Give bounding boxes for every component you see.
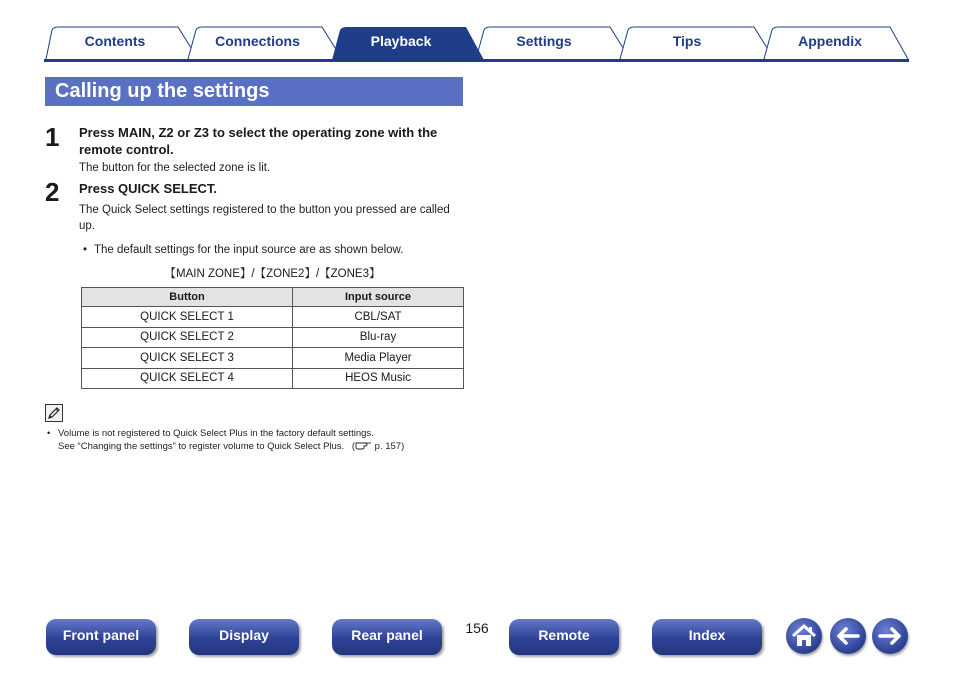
pencil-icon	[45, 404, 63, 422]
column-header-input-source: Input source	[293, 288, 464, 307]
front-panel-button[interactable]: Front panel	[46, 619, 156, 655]
cell-button: QUICK SELECT 1	[82, 307, 293, 328]
cell-input-source: HEOS Music	[293, 368, 464, 389]
remote-button[interactable]: Remote	[509, 619, 619, 655]
zone-caption: 【MAIN ZONE】/【ZONE2】/【ZONE3】	[164, 268, 381, 280]
note-page-reference[interactable]: p. 157	[374, 441, 402, 452]
cell-input-source: CBL/SAT	[293, 307, 464, 328]
tab-settings[interactable]: Settings	[516, 33, 572, 49]
back-button[interactable]	[830, 618, 866, 654]
table-header-row	[82, 288, 464, 307]
forward-button[interactable]	[872, 618, 908, 654]
cell-input-source: Blu-ray	[293, 327, 464, 348]
note-line-1: Volume is not registered to Quick Select Plus in the factory default settings.	[58, 428, 374, 439]
step-number-2: 2	[45, 177, 60, 207]
table-row	[82, 327, 464, 348]
step-title-1: Press MAIN, Z2 or Z3 to select the operating zone with the remote control.	[79, 125, 438, 157]
note-line-2-text: See “Changing the settings” to register volume to Quick Select Plus.	[58, 441, 345, 452]
step-body-2: The Quick Select settings registered to the button you pressed are called up.	[79, 204, 450, 232]
step-number-1: 1	[45, 122, 60, 152]
arrow-left-icon	[830, 618, 866, 654]
section-heading: Calling up the settings	[45, 77, 463, 106]
display-button[interactable]: Display	[189, 619, 299, 655]
cell-button: QUICK SELECT 2	[82, 327, 293, 348]
note-ref-paren-open: (	[351, 441, 356, 452]
cell-button: QUICK SELECT 3	[82, 348, 293, 369]
rear-panel-button[interactable]: Rear panel	[332, 619, 442, 655]
table-row	[82, 368, 464, 389]
bullet-text: The default settings for the input source are as shown below.	[94, 244, 404, 256]
tab-contents[interactable]: Contents	[84, 33, 146, 49]
tab-tips[interactable]: Tips	[672, 33, 702, 49]
bullet-dot: •	[83, 244, 88, 256]
home-button[interactable]	[786, 618, 822, 654]
top-tab-bar	[0, 0, 954, 64]
home-icon	[786, 618, 822, 654]
cell-input-source: Media Player	[293, 348, 464, 369]
step-title-2: Press QUICK SELECT.	[79, 181, 217, 196]
note-ref-paren-close: )	[401, 441, 405, 452]
tab-appendix[interactable]: Appendix	[798, 33, 862, 49]
step-body-1: The button for the selected zone is lit.	[79, 162, 271, 174]
note-line-2	[58, 440, 404, 453]
cell-button: QUICK SELECT 4	[82, 368, 293, 389]
index-button[interactable]: Index	[652, 619, 762, 655]
arrow-right-icon	[872, 618, 908, 654]
quick-select-table	[81, 287, 464, 389]
column-header-button: Button	[82, 288, 293, 307]
table-row	[82, 348, 464, 369]
page-number: 156	[465, 620, 489, 636]
tab-connections[interactable]: Connections	[215, 33, 300, 49]
table-row	[82, 307, 464, 328]
note-bullet-dot: •	[47, 428, 51, 439]
tab-playback[interactable]: Playback	[370, 33, 432, 49]
pointing-hand-icon	[355, 441, 372, 452]
